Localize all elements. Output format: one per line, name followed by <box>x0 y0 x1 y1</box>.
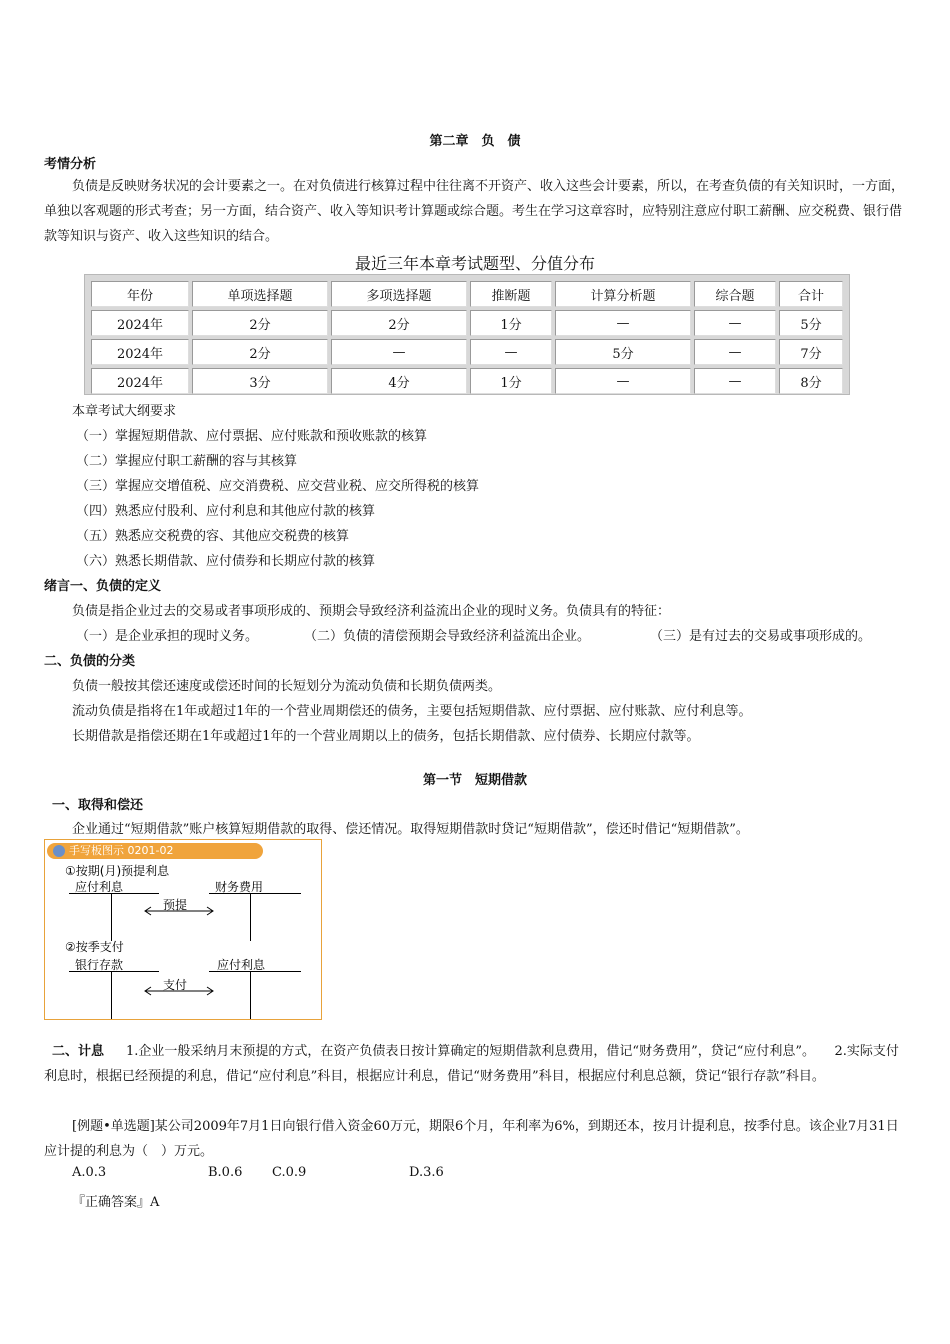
classification-paragraph: 长期借款是指偿还期在1年或超过1年的一个营业周期以上的债务，包括长期借款、应付债券、长期应付款等。 <box>72 729 700 744</box>
t-account-line <box>69 893 159 894</box>
diagram-banner-text: 手写板图示 0201-02 <box>69 844 174 857</box>
disc-icon <box>53 845 65 857</box>
t-account-line <box>209 971 301 972</box>
diagram-account: 应付利息 <box>75 880 124 894</box>
diagram-account: 银行存款 <box>75 958 124 972</box>
analysis-heading: 考情分析 <box>44 157 97 172</box>
double-arrow-icon <box>143 986 215 996</box>
classification-paragraph: 流动负债是指将在1年或超过1年的一个营业周期偿还的债务，主要包括短期借款、应付票据、应付账款、应付利息等。 <box>72 704 752 719</box>
outline-item: （一）掌握短期借款、应付票据、应付账款和预收账款的核算 <box>76 429 428 444</box>
table-cell: 1分 <box>470 368 552 394</box>
table-header-row <box>91 281 843 307</box>
feature-item: （一）是企业承担的现时义务。 <box>76 629 259 644</box>
table-cell: 8分 <box>779 368 843 394</box>
handwriting-diagram <box>44 839 322 1020</box>
table-cell: 2024年 <box>91 310 189 336</box>
table-cell: 2分 <box>331 310 467 336</box>
t-account-line <box>250 893 251 941</box>
feature-item: （三）是有过去的交易或事项形成的。 <box>650 629 872 644</box>
table-header-cell: 单项选择题 <box>192 281 328 307</box>
outline-item: （二）掌握应付职工薪酬的容与其核算 <box>76 454 298 469</box>
outline-item: （六）熟悉长期借款、应付债券和长期应付款的核算 <box>76 554 376 569</box>
table-cell: 2024年 <box>91 339 189 365</box>
table-cell: 7分 <box>779 339 843 365</box>
t-account-line <box>111 893 112 941</box>
table-header-cell: 年份 <box>91 281 189 307</box>
intro-heading: 绪言一、负债的定义 <box>44 579 162 594</box>
t-account-line <box>250 971 251 1019</box>
option-b: B.0.6 <box>208 1165 243 1180</box>
t-account-line <box>209 893 301 894</box>
table-cell: — <box>694 339 776 365</box>
table-cell: — <box>331 339 467 365</box>
diagram-account: 财务费用 <box>215 880 264 894</box>
t-account-line <box>111 971 112 1019</box>
diagram-step-1: ①按期(月)预提利息 <box>65 864 170 878</box>
correct-answer: 『正确答案』A <box>72 1195 160 1210</box>
table-header-cell: 合计 <box>779 281 843 307</box>
table-header-cell: 综合题 <box>694 281 776 307</box>
diagram-arrow-label: 预提 <box>163 898 188 912</box>
subsection-paragraph: 1.企业一般采纳月末预提的方式，在资产负债表日按计算确定的短期借款利息费用，借记“财务费用”，贷记“应付利息”。 2.实际支付利息时，根据已经预提的利息，借记“应付利息”科目，根据应计利息，借记“财务费用”科目，根据应付利息总额，贷记“银行存款”科目。 <box>44 1044 899 1084</box>
outline-title: 本章考试大纲要求 <box>72 404 177 419</box>
subsection-heading: 一、取得和偿还 <box>52 798 144 813</box>
table-row <box>91 310 843 336</box>
section-title: 第一节 短期借款 <box>422 773 527 788</box>
diagram-step-2: ②按季支付 <box>65 940 124 954</box>
t-account-line <box>69 971 159 972</box>
table-cell: 5分 <box>555 339 691 365</box>
double-arrow-icon <box>143 906 215 916</box>
table-cell: 5分 <box>779 310 843 336</box>
score-table <box>84 274 850 395</box>
table-cell: — <box>555 310 691 336</box>
outline-item: （三）掌握应交增值税、应交消费税、应交营业税、应交所得税的核算 <box>76 479 480 494</box>
table-cell: — <box>470 339 552 365</box>
table-caption: 最近三年本章考试题型、分值分布 <box>354 254 595 273</box>
table-cell: — <box>694 368 776 394</box>
table-cell: 4分 <box>331 368 467 394</box>
diagram-arrow-label: 支付 <box>163 978 188 992</box>
option-a: A.0.3 <box>72 1165 107 1180</box>
option-d: D.3.6 <box>409 1165 444 1180</box>
example-question: [例题•单选题]某公司2009年7月1日向银行借入资金60万元，期限6个月，年利率为6%，到期还本，按月计提利息，按季付息。该企业7月31日应计提的利息为（ ）万元。 <box>44 1119 899 1159</box>
table-cell: 2024年 <box>91 368 189 394</box>
subsection-heading: 二、计息 <box>52 1044 105 1059</box>
option-c: C.0.9 <box>272 1165 307 1180</box>
diagram-banner <box>47 843 263 859</box>
table-cell: 2分 <box>192 310 328 336</box>
outline-item: （四）熟悉应付股利、应付利息和其他应付款的核算 <box>76 504 376 519</box>
table-header-cell: 计算分析题 <box>555 281 691 307</box>
diagram-account: 应付利息 <box>217 958 266 972</box>
table-row <box>91 368 843 394</box>
interest-block <box>44 1039 906 1089</box>
table-cell: — <box>694 310 776 336</box>
feature-item: （二）负债的清偿预期会导致经济利益流出企业。 <box>304 629 591 644</box>
table-cell: 2分 <box>192 339 328 365</box>
table-header-cell: 推断题 <box>470 281 552 307</box>
table-cell: 1分 <box>470 310 552 336</box>
chapter-title: 第二章 负 债 <box>429 134 521 149</box>
outline-item: （五）熟悉应交税费的容、其他应交税费的核算 <box>76 529 350 544</box>
classification-heading: 二、负债的分类 <box>44 654 136 669</box>
table-cell: 3分 <box>192 368 328 394</box>
table-header-cell: 多项选择题 <box>331 281 467 307</box>
intro-paragraph: 负债是指企业过去的交易或者事项形成的、预期会导致经济利益流出企业的现时义务。负债具有的特征： <box>72 604 671 619</box>
table-cell: — <box>555 368 691 394</box>
table-row <box>91 339 843 365</box>
classification-paragraph: 负债一般按其偿还速度或偿还时间的长短划分为流动负债和长期负债两类。 <box>72 679 502 694</box>
analysis-paragraph: 负债是反映财务状况的会计要素之一。在对负债进行核算过程中往往离不开资产、收入这些会计要素，所以，在考查负债的有关知识时，一方面，单独以客观题的形式考查；另一方面，结合资产、收入等知识考计算题或综合题。考生在学习这章容时，应特别注意应付职工薪酬、应交税费、银行借款等知识与资产、收入这些知识的结合。 <box>44 179 905 244</box>
subsection-paragraph: 企业通过“短期借款”账户核算短期借款的取得、偿还情况。取得短期借款时贷记“短期借款”，偿还时借记“短期借款”。 <box>72 822 749 837</box>
